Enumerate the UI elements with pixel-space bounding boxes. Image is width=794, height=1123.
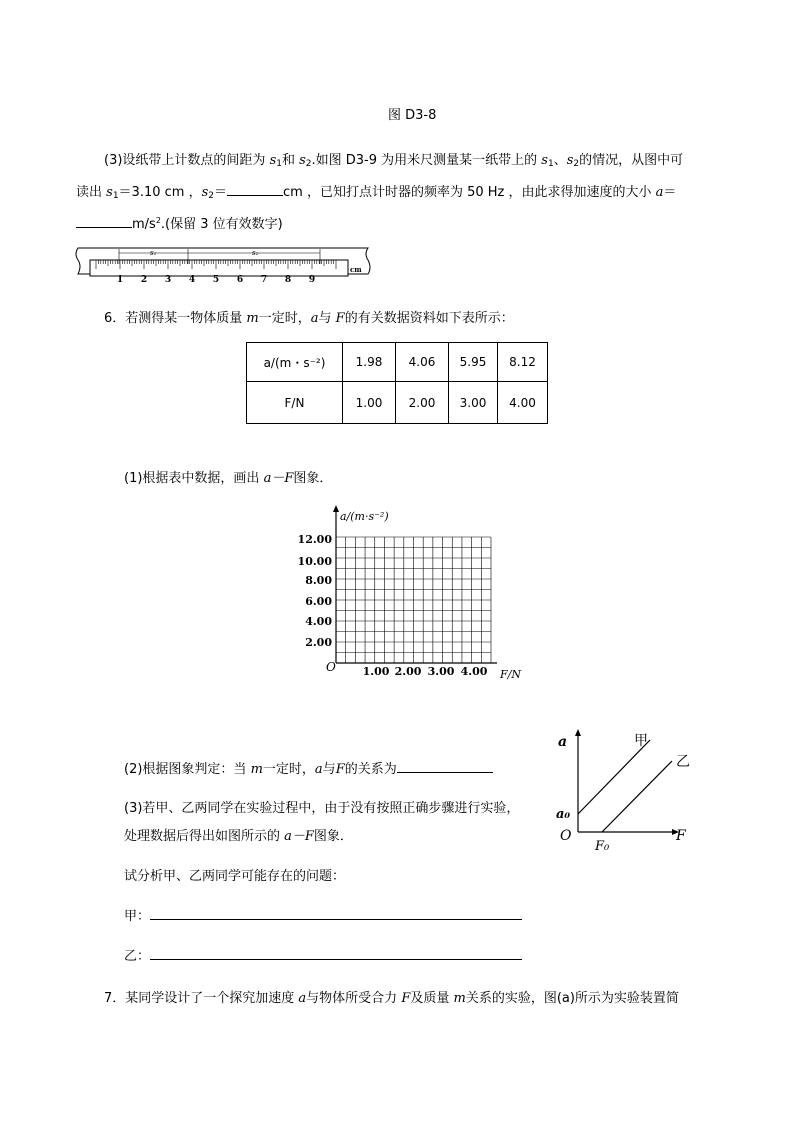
table-cell: 1.00 — [343, 382, 396, 424]
relation-answer-blank[interactable] — [397, 760, 493, 773]
table-cell: 2.00 — [396, 382, 449, 424]
data-table — [246, 342, 548, 424]
table-cell: 4.06 — [396, 343, 449, 382]
x-axis-label: F/N — [500, 668, 521, 681]
s2-answer-blank[interactable] — [227, 183, 283, 196]
q6-part-2: (2)根据图象判定：当 m一定时，a与F的关系为 — [124, 758, 493, 777]
y-axis-label: a/(m·s⁻²) — [340, 510, 389, 523]
jia-answer-blank[interactable] — [150, 907, 522, 920]
ruler-number: 4 — [188, 275, 196, 284]
ruler-number: 5 — [212, 275, 220, 284]
q6-part-3-line-1: (3)若甲、乙两同学在实验过程中，由于没有按照正确步骤进行实验， — [124, 801, 520, 816]
ruler-number: 2 — [140, 275, 148, 284]
ruler-figure — [72, 244, 378, 284]
ruler-number: 1 — [116, 275, 124, 284]
table-row — [247, 343, 548, 382]
x-tick: 2.00 — [394, 665, 422, 678]
y-tick: 6.00 — [305, 595, 332, 608]
y-tick: 4.00 — [305, 615, 332, 628]
ruler-number: 3 — [164, 275, 172, 284]
yi-answer-blank[interactable] — [150, 947, 522, 960]
small-graph-f0: F₀ — [595, 839, 610, 854]
table-cell: 4.00 — [498, 382, 548, 424]
small-graph-x-label: F — [676, 828, 686, 844]
small-graph-jia: 甲 — [634, 733, 648, 749]
x-tick: 4.00 — [460, 665, 488, 678]
y-tick: 12.00 — [297, 533, 332, 546]
small-graph-a0: a₀ — [556, 807, 571, 822]
jia-answer-row: 甲： — [124, 905, 522, 924]
ruler-number: 6 — [236, 275, 244, 284]
q3-line-1: (3)设纸带上计数点的间距为 $s_1$和 $s_2$.如图 D3-9 为用米尺测量某一纸带上的 $s_1$、$s_2$的情况，从图中可 — [104, 153, 684, 169]
table-cell: 3.00 — [449, 382, 498, 424]
table-cell: 5.95 — [449, 343, 498, 382]
grid-chart — [294, 503, 534, 683]
table-row — [247, 382, 548, 424]
table-header-a: a/(m・s⁻²) — [247, 343, 343, 382]
small-graph-origin: O — [560, 828, 572, 844]
x-tick: 3.00 — [427, 665, 455, 678]
yi-answer-row: 乙： — [124, 945, 522, 964]
q3-line-2: 读出 $s_1=3.10$ cm ，$s_2=$ cm ，已知打点计时器的频率为 50 Hz ，由此求得加速度的大小 a＝ — [76, 185, 677, 201]
y-tick: 2.00 — [305, 636, 332, 649]
figure-caption: 图 D3-8 — [388, 108, 437, 123]
q3-line-3: $m/s^2$.(保留 3 位有效数字) — [76, 213, 283, 232]
ruler-number: 7 — [260, 275, 268, 284]
q6-part-3-line-2: 处理数据后得出如图所示的 a－F图象． — [124, 829, 353, 844]
acceleration-answer-blank[interactable] — [76, 215, 132, 228]
small-graph-y-label: a — [558, 734, 568, 750]
table-cell: 1.98 — [343, 343, 396, 382]
small-af-graph — [552, 728, 702, 858]
q6-analyze: 试分析甲、乙两同学可能存在的问题： — [124, 869, 346, 884]
q6-intro: 6．若测得某一物体质量 m一定时，a与 F的有关数据资料如下表所示： — [104, 311, 514, 326]
q7-intro: 7．某同学设计了一个探究加速度 a与物体所受合力 F及质量 m关系的实验，图(a)所示为实验装置简 — [104, 991, 679, 1006]
table-header-f: F/N — [247, 382, 343, 424]
origin-label: O — [326, 660, 336, 674]
x-tick: 1.00 — [362, 665, 390, 678]
ruler-unit-label: cm — [350, 265, 362, 274]
ruler-number: 9 — [308, 275, 316, 284]
table-cell: 8.12 — [498, 343, 548, 382]
q6-part-1: (1)根据表中数据，画出 a－F图象． — [124, 471, 333, 486]
small-graph-yi: 乙 — [676, 754, 690, 770]
ruler-s1-label: s₁ — [150, 249, 157, 257]
y-tick: 10.00 — [297, 555, 332, 568]
ruler-s2-label: s₂ — [252, 249, 259, 257]
ruler-number: 8 — [284, 275, 292, 284]
y-tick: 8.00 — [305, 574, 332, 587]
